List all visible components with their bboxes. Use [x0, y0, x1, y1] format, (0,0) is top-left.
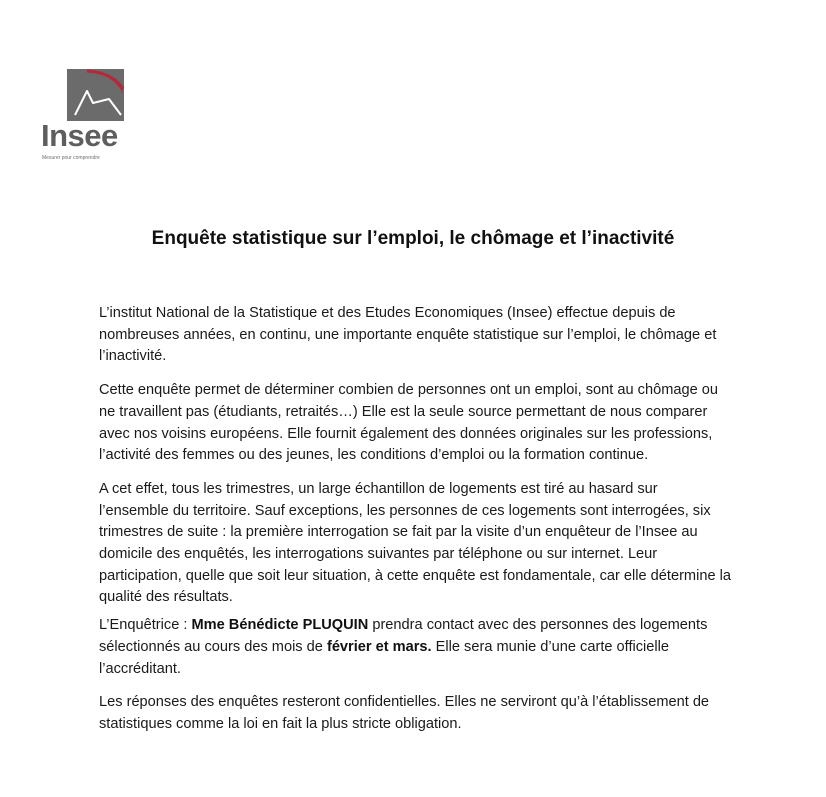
interviewer-text: prendra contact avec des personnes des logements sélectionnés au cours des mois de [99, 617, 708, 655]
paragraph-interviewer [99, 615, 731, 680]
paragraph-purpose: Cette enquête permet de déterminer combien de personnes ont un emploi, sont au chômage ou ne travaillent pas (étudiants, retraités…) Elle est la seule source permettant de nous comparer avec nos voisins européens. Elle fournit également des données originales sur les professions, l’activité des femmes ou des jeunes, les conditions d’emploi ou la formation continue. [99, 382, 719, 464]
insee-logo [40, 66, 130, 166]
interviewer-label: L’Enquêtrice : [99, 617, 192, 634]
paragraph-confidentiality: Les réponses des enquêtes resteront confidentielles. Elles ne serviront qu’à l’établissement de statistiques comme la loi en fait la plus stricte obligation. [99, 694, 710, 732]
survey-months: février et mars. [326, 638, 432, 655]
logo-wordmark: Insee [41, 118, 118, 153]
paragraph-method: A cet effet, tous les trimestres, un large échantillon de logements est tiré au hasard sur l’ensemble du territoire. Sauf exceptions, les personnes de ces logements sont interrogées, six trimestres de suite : la première interrogation se fait par la visite d’un enquêteur de l’Insee au domicile des enquêtés, les interrogations suivantes par téléphone ou sur internet. Leur participation, quelle que soit leur situation, à cette enquête est fondamentale, car elle détermine la qualité des résultats. [99, 480, 731, 606]
logo-tagline: Mesurer pour comprendre [42, 155, 100, 161]
document-title: Enquête statistique sur l’emploi, le chômage et l’inactivité [151, 228, 675, 249]
document-body [99, 303, 731, 736]
interviewer-name: Mme Bénédicte PLUQUIN [191, 617, 369, 634]
paragraph-intro: L’institut National de la Statistique et des Etudes Economiques (Insee) effectue depuis de nombreuses années, en continu, une importante enquête statistique sur l’emploi, le chômage et l’inactivité. [99, 305, 717, 365]
logo-emblem-graphic [67, 69, 124, 121]
interviewer-card-text: Elle sera munie d’une carte officielle l’accréditant. [99, 638, 670, 677]
logo-emblem-icon [67, 69, 124, 121]
